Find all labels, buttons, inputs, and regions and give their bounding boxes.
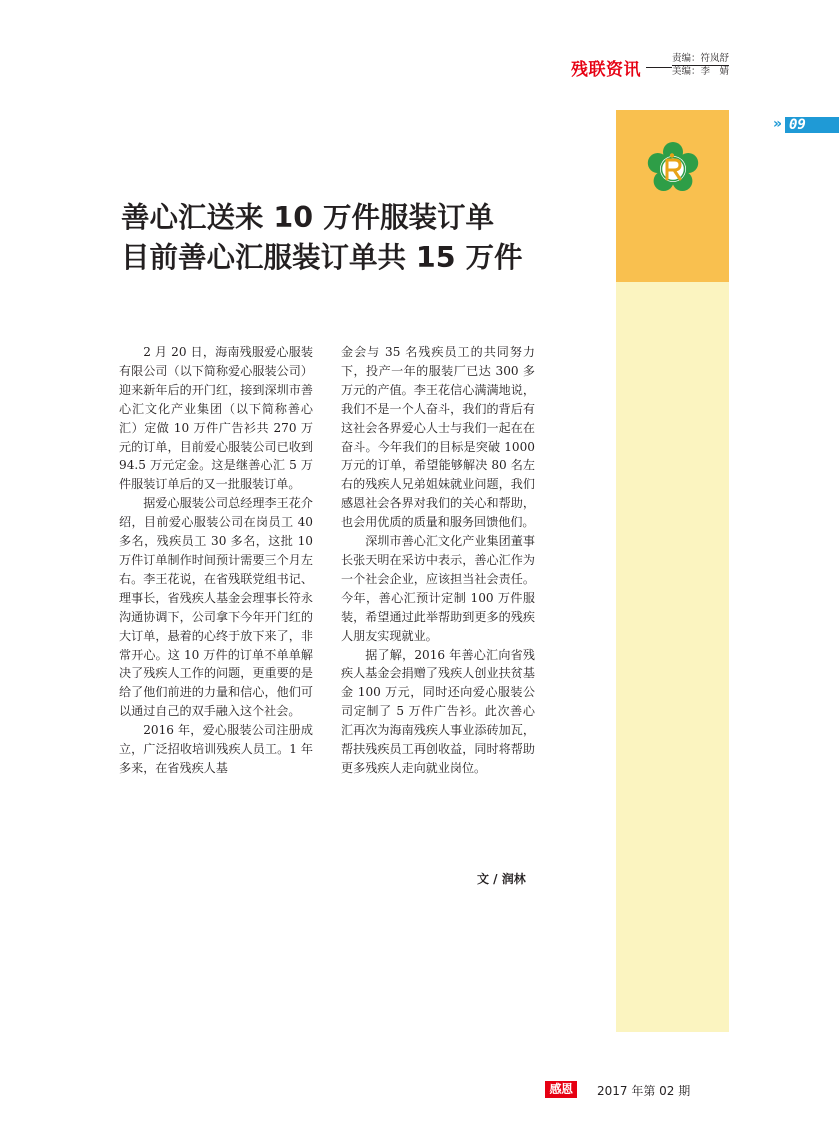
article-column-1 [119, 343, 313, 778]
paragraph: 2016 年，爱心服装公司注册成立，广泛招收培训残疾人员工。1 年多来，在省残疾人基 [119, 723, 313, 775]
paragraph: 2 月 20 日，海南残服爱心服装有限公司（以下简称爱心服装公司）迎来新年后的开门红，接到深圳市善心汇文化产业集团（以下简称善心汇）定做 10 万件广告衫共 270 万元的订单，目前爱心服装公司已收到 94.5 万元定金。这是继善心汇 5 万件服装订单后的又一批服装订单。 [119, 345, 313, 492]
paragraph: 深圳市善心汇文化产业集团董事长张天明在采访中表示，善心汇作为一个社会企业，应该担当社会责任。今年，善心汇预计定制 100 万件服装，希望通过此举帮助到更多的残疾人朋友实现就业。 [341, 534, 535, 643]
magazine-logo: 感恩 [545, 1081, 577, 1098]
paragraph: 据爱心服装公司总经理李王花介绍，目前爱心服装公司在岗员工 40 多名，残疾员工 30 多名，这批 10 万件订单制作时间预计需要三个月左右。李王花说，在省残联党组书记、理事长，省残疾人基金会理事长符永沟通协调下，公司拿下今年开门红的大订单，悬着的心终于放下来了，非常开心。这 10 万件的订单不单单解决了残疾人工作的问题，更重要的是给了他们前进的力量和信心，他们可以通过自己的双手融入这个社会。 [119, 496, 313, 719]
byline: 文 / 润林 [477, 872, 526, 886]
article-headline [121, 198, 523, 278]
designer-credit: 美编：李 婧 [672, 66, 730, 77]
header-rule [646, 67, 672, 68]
paragraph-continued: 金会与 35 名残疾员工的共同努力下，投产一年的服装厂已达 300 多万元的产值。李王花信心满满地说，我们不是一个人奋斗，我们的背后有这社会各界爱心人士与我们一起在在奋斗。今年我们的目标是突破 1000 万元的订单，希望能够解决 80 名左右的残疾人兄弟姐妹就业问题，我们感恩社会各界对我们的关心和帮助，也会用优质的质量和服务回馈他们。 [341, 345, 535, 530]
headline-line-2: 目前善心汇服装订单共 15 万件 [121, 241, 523, 274]
editor-credit: 责编：符岚舒 [672, 53, 730, 64]
section-title: 残联资讯 [571, 60, 641, 80]
paragraph: 据了解，2016 年善心汇向省残疾人基金会捐赠了残疾人创业扶贫基金 100 万元，同时还向爱心服装公司定制了 5 万件广告衫。此次善心汇再次为海南残疾人事业添砖加瓦，帮扶残疾员工再创收益，同时将帮助更多残疾人走向就业岗位。 [341, 647, 535, 775]
double-chevron-icon: » [773, 116, 783, 132]
headline-line-1: 善心汇送来 10 万件服装订单 [121, 201, 495, 234]
editor-credits [672, 53, 729, 78]
article-column-2 [341, 343, 535, 778]
sidebar-cream-block [616, 282, 729, 1032]
page-number: 09 [789, 117, 806, 133]
issue-number: 2017 年第 02 期 [597, 1084, 691, 1098]
disability-federation-emblem-icon [647, 142, 699, 194]
sidebar-orange-block [616, 110, 729, 282]
